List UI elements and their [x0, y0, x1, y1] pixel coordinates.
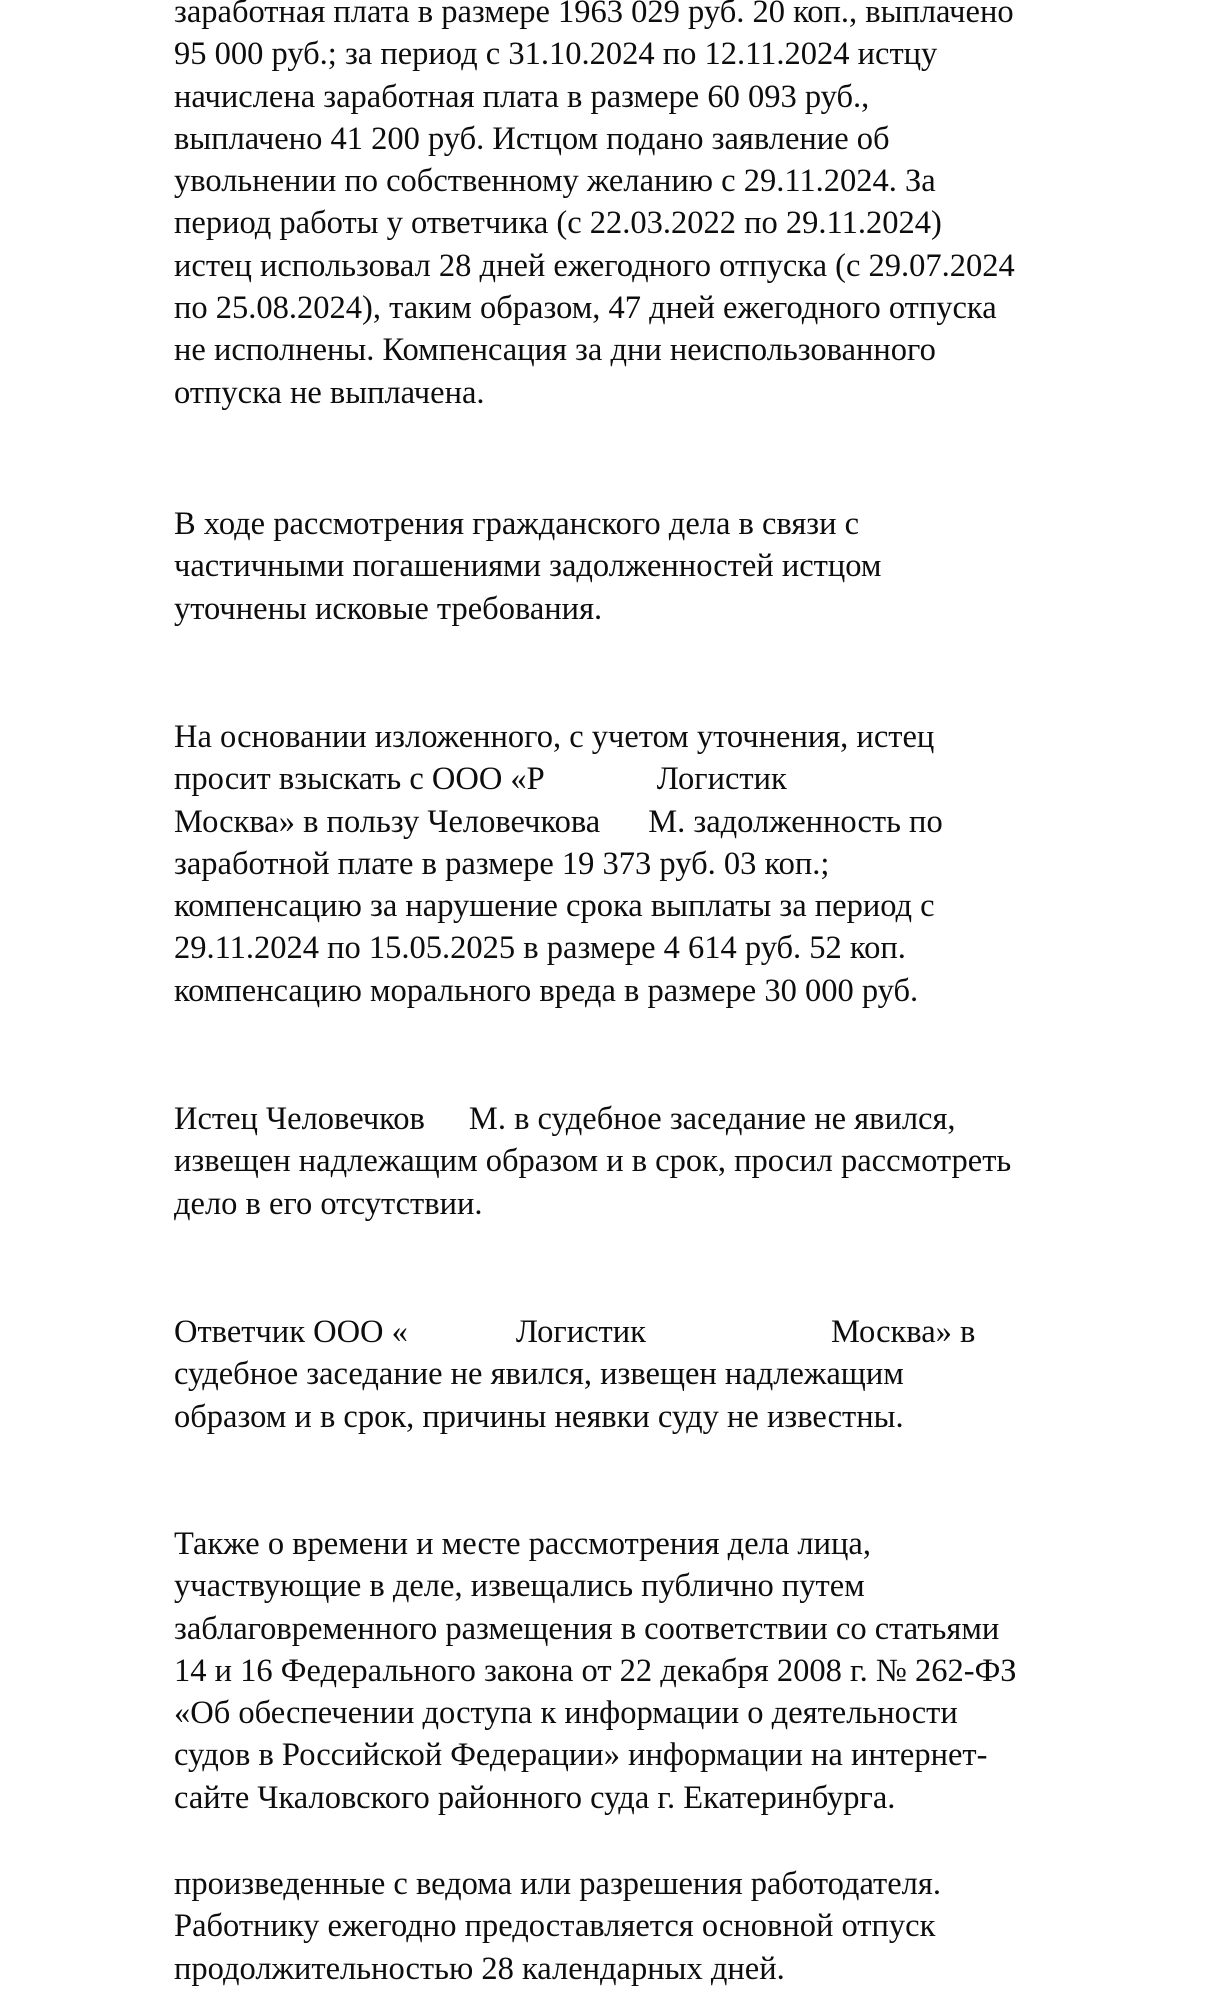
- paragraph-plaintiff-absent: [174, 1098, 1011, 1225]
- text-line: 95 000 руб.; за период с 31.10.2024 по 12.11.2024 истцу: [174, 36, 938, 73]
- text-line: [174, 1098, 1011, 1140]
- text-segment: М. задолженность по: [648, 803, 943, 840]
- text-line: произведенные с ведома или разрешения работодателя.: [174, 1866, 941, 1902]
- text-line: [174, 758, 943, 800]
- paragraph-claim-amounts: [174, 716, 943, 1012]
- text-line: отпуска не выплачена.: [174, 374, 485, 411]
- paragraph-annual-leave: [174, 1863, 941, 1990]
- paragraph-public-notice: [174, 1523, 1017, 1819]
- text-line: компенсацию морального вреда в размере 30 000 руб.: [174, 972, 919, 1009]
- text-line: 14 и 16 Федерального закона от 22 декабря 2008 г. № 262-ФЗ: [174, 1652, 1017, 1689]
- paragraph-defendant-absent: [174, 1311, 975, 1438]
- text-line: судебное заседание не явился, извещен надлежащим: [174, 1356, 904, 1393]
- text-line: На основании изложенного, с учетом уточнения, истец: [174, 719, 935, 755]
- text-line: сайте Чкаловского районного суда г. Екатеринбурга.: [174, 1779, 896, 1816]
- paragraph-salary-details: [174, 0, 1015, 414]
- text-line: заблаговременного размещения в соответствии со статьями: [174, 1610, 1000, 1647]
- text-line: выплачено 41 200 руб. Истцом подано заявление об: [174, 120, 890, 157]
- text-line: заработная плата в размере 1963 029 руб. 20 коп., выплачено: [174, 0, 1014, 30]
- text-line: [174, 801, 943, 843]
- text-segment: М. в судебное заседание не явился,: [468, 1101, 956, 1137]
- text-line: извещен надлежащим образом и в срок, просил рассмотреть: [174, 1143, 1012, 1180]
- text-segment: Истец Человечков: [174, 1101, 425, 1137]
- text-line: 29.11.2024 по 15.05.2025 в размере 4 614 руб. 52 коп.: [174, 930, 906, 967]
- text-line: не исполнены. Компенсация за дни неиспользованного: [174, 332, 936, 369]
- paragraph-claims-clarified: [174, 503, 881, 630]
- text-line: компенсацию за нарушение срока выплаты за период с: [174, 888, 935, 925]
- text-line: «Об обеспечении доступа к информации о деятельности: [174, 1695, 958, 1732]
- text-line: частичными погашениями задолженностей истцом: [174, 548, 882, 585]
- text-line: по 25.08.2024), таким образом, 47 дней ежегодного отпуска: [174, 290, 997, 327]
- text-line: дело в его отсутствии.: [174, 1185, 483, 1222]
- text-line: уточнены исковые требования.: [174, 590, 603, 627]
- text-segment: Логистик: [515, 1314, 646, 1350]
- text-line: продолжительностью 28 календарных дней.: [174, 1950, 785, 1987]
- text-line: период работы у ответчика (с 22.03.2022 по 29.11.2024): [174, 205, 942, 242]
- text-line: участвующие в деле, извещались публично путем: [174, 1568, 865, 1605]
- text-segment: Москва» в пользу Человечкова: [174, 803, 601, 840]
- text-line: [174, 1311, 975, 1353]
- text-segment: Логистик: [656, 761, 787, 798]
- text-line: судов в Российской Федерации» информации на интернет-: [174, 1737, 988, 1774]
- text-line: заработной плате в размере 19 373 руб. 03 коп.;: [174, 845, 830, 882]
- text-segment: Москва» в: [830, 1314, 976, 1350]
- text-segment: просит взыскать с ООО «Р: [174, 761, 545, 798]
- text-line: Работнику ежегодно предоставляется основной отпуск: [174, 1908, 936, 1945]
- text-line: образом и в срок, причины неявки суду не известны.: [174, 1398, 904, 1435]
- text-line: истец использовал 28 дней ежегодного отпуска (с 29.07.2024: [174, 247, 1015, 284]
- text-line: увольнении по собственному желанию с 29.11.2024. За: [174, 163, 936, 200]
- text-segment: Ответчик ООО «: [174, 1314, 408, 1350]
- text-line: начислена заработная плата в размере 60 093 руб.,: [174, 78, 870, 115]
- text-line: Также о времени и месте рассмотрения дела лица,: [174, 1526, 871, 1562]
- text-line: В ходе рассмотрения гражданского дела в связи с: [174, 506, 860, 542]
